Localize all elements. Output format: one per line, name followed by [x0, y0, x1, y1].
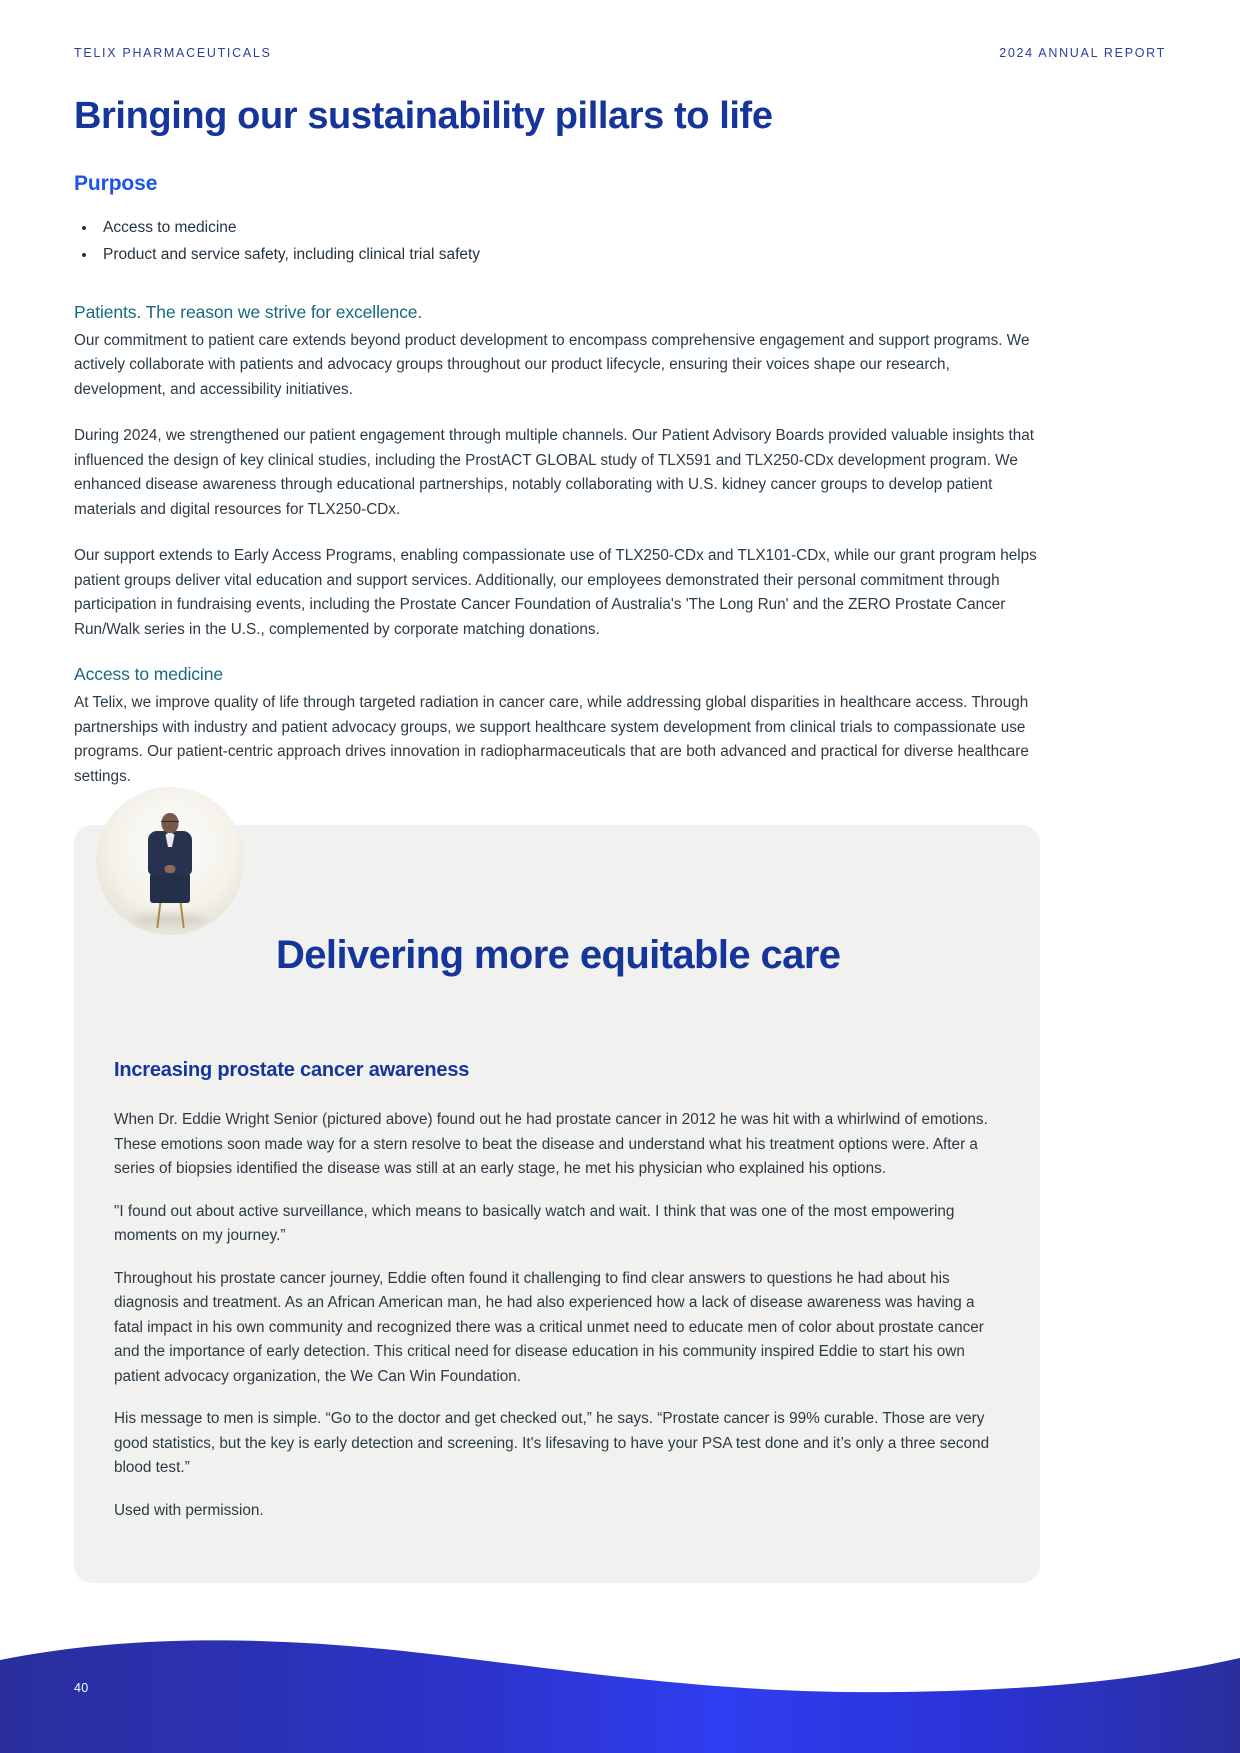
page-number: 40 [74, 1681, 89, 1695]
page-title: Bringing our sustainability pillars to life [74, 95, 773, 137]
feature-card-wrapper [74, 825, 1040, 1583]
pillar-heading: Purpose [74, 171, 158, 195]
feature-quote-2: His message to men is simple. “Go to the doctor and get checked out,” he says. “Prostate cancer is 99% curable. Those are very good statistics, but the key is early detection and screening. It's lifesaving to have your PSA test done and it’s only a three second blood test.” [114, 1410, 990, 1477]
feature-title: Delivering more equitable care [276, 933, 841, 978]
list-item: Product and service safety, including clinical trial safety [74, 241, 1040, 268]
patients-heading: Patients. The reason we strive for excellence. [74, 301, 423, 322]
access-paragraph-1: At Telix, we improve quality of life through targeted radiation in cancer care, while addressing global disparities in healthcare access. Through partnerships with industry and patient advocacy groups, we support healthcare system development from clinical trials to compassionate use programs. Our patient-centric approach drives innovation in radiopharmaceuticals that are both advanced and practical for diverse healthcare settings. [74, 694, 1029, 785]
patients-paragraph-1: Our commitment to patient care extends beyond product development to encompass comprehensive engagement and support programs. We actively collaborate with patients and advocacy groups throughout our product lifecycle, ensuring their voices shape our research, development, and accessibility initiatives. [74, 331, 1030, 398]
page-content [74, 96, 1040, 1583]
figure-hands [165, 865, 176, 873]
feature-quote-1: "I found out about active surveillance, which means to basically watch and wait. I think that was one of the most empowering moments on my journey.” [114, 1202, 955, 1245]
feature-paragraph-2: Throughout his prostate cancer journey, Eddie often found it challenging to find clear answers to questions he had about his diagnosis and treatment. As an African American man, he had also experienced how a lack of disease awareness was having a fatal impact in his own community and recognized there was a critical unmet need to educate men of color about prostate cancer and the importance of early detection. This critical need for disease education in his community inspired Eddie to start his own patient advocacy organization, the We Can Win Foundation. [114, 1269, 984, 1385]
portrait-image [96, 787, 244, 935]
glasses-icon [161, 821, 179, 826]
feature-card-body [100, 1059, 1014, 1523]
header-company-name: TELIX PHARMACEUTICALS [74, 46, 272, 60]
patients-paragraph-2: During 2024, we strengthened our patient engagement through multiple channels. Our Patient Advisory Boards provided valuable insights that influenced the design of key clinical studies, including the ProstACT GLOBAL study of TLX591 and TLX250-CDx development program. We enhanced disease awareness through educational partnerships, notably collaborating with U.S. kidney cancer groups to develop patient materials and digital resources for TLX250-CDx. [74, 427, 1035, 518]
feature-subheading: Increasing prostate cancer awareness [114, 1059, 470, 1082]
feature-paragraph-1: When Dr. Eddie Wright Senior (pictured above) found out he had prostate cancer in 2012 he was hit with a whirlwind of emotions. These emotions soon made way for a stern resolve to beat the disease and understand what his treatment options were. After a series of biopsies identified the disease was still at an early stage, he met his physician who explained his options. [114, 1111, 988, 1178]
list-item: Access to medicine [74, 214, 1040, 241]
access-heading: Access to medicine [74, 664, 223, 685]
pillar-bullet-list [74, 214, 1040, 268]
feature-header [100, 895, 1014, 1015]
figure-legs [150, 871, 190, 903]
feature-card [74, 825, 1040, 1583]
patients-paragraph-3: Our support extends to Early Access Programs, enabling compassionate use of TLX250-CDx and TLX101-CDx, while our grant program helps patient groups deliver vital education and support services. Additionally, our employees demonstrated their personal commitment through participation in fundraising events, including the Prostate Cancer Foundation of Australia's 'The Long Run' and the ZERO Prostate Cancer Run/Walk series in the U.S., complemented by corporate matching donations. [74, 547, 1037, 638]
feature-permission-note: Used with permission. [114, 1501, 264, 1519]
running-header [74, 46, 1166, 60]
portrait-figure [141, 813, 199, 917]
header-report-name: 2024 ANNUAL REPORT [999, 46, 1166, 60]
footer-wave-graphic [0, 1628, 1240, 1753]
